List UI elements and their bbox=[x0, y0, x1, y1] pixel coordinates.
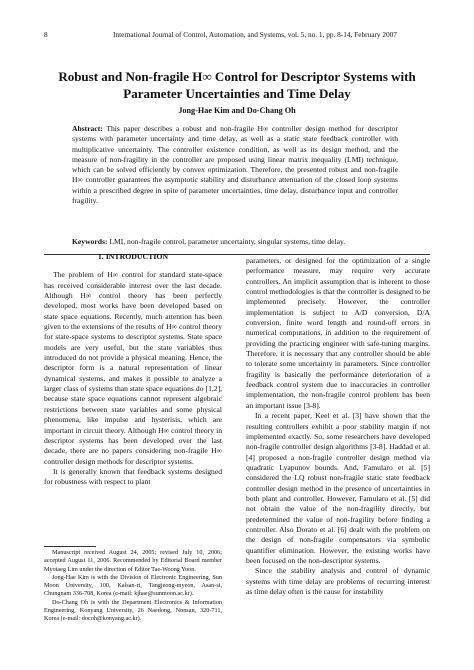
page-number: 8 bbox=[44, 30, 48, 39]
title-line-2: Parameter Uncertainties and Time Delay bbox=[123, 86, 351, 101]
paragraph: parameters, or designed for the optimization of a single performance measure, may require very accurate controllers. An implicit assumption that is inherent to those control methodologies is that the controller is designed to be implemented precisely. However, the controller implementation is subject to A/D conversion, D/A conversion, finite word length and round-off errors in numerical computations, in addition to the requirement of providing the practicing engineer with safe-tuning margins. Therefore, it is necessary that any controller should be able to tolerate some uncertainty in parameters. Since controller fragility is basically the performance deterioration of a feedback control system due to inaccuracies in controller implementation, the non-fragile control problem has been an important issue [3-8]. bbox=[246, 256, 430, 410]
footnotes bbox=[44, 549, 222, 624]
abstract bbox=[72, 124, 398, 206]
footnote-divider bbox=[44, 546, 96, 547]
section-heading: 1. INTRODUCTION bbox=[97, 252, 169, 261]
right-column bbox=[246, 256, 430, 597]
footnote-author-1: Jong-Hae Kim is with the Division of Electronic Engineering, Sun Moon University, 100, Kalsan-ri, Tangjeong-myeon, Asan-si, Chungnam 336-708, Korea (e-mail: kjhae@sunmoon.ac.kr). bbox=[44, 573, 222, 598]
paragraph: Since the stability analysis and control of dynamic systems with time delay are problems of recurring interest as time delay often is the cause for instability bbox=[246, 566, 430, 596]
author-list: Jong-Hae Kim and Do-Chang Oh bbox=[178, 106, 296, 115]
title-line-1: Robust and Non-fragile H∞ Control for Descriptor Systems with bbox=[58, 69, 416, 84]
keywords-label: Keywords: bbox=[72, 237, 108, 246]
paragraph: The problem of H∞ control for standard state-space has received considerable interest over the last decade. Although H∞ control theory has been perfectly developed, most works have been developed based on state space equations. Recently, much attention has been given to the extensions of the results of H∞ control theory for state-space systems to descriptor systems. State space models are very useful, but the state variables thus introduced do not provide a physical meaning. Hence, the descriptor form is a natural representation of linear dynamical systems, and makes it possible to analyze a larger class of systems than state space equations do [1,2], because state space equations cannot represent algebraic restrictions between state variables and some physical phenomena, like impulse and hysterisis, which are important in circuit theory. Although H∞ control theory in descriptor systems has been developed over the last decade, there are no papers considering non-fragile H∞ controller design methods for descriptor systems. bbox=[44, 270, 222, 466]
paragraph: In a recent paper, Keel et al. [3] have shown that the resulting controllers exhibit a poor stability margin if not implemented exactly. So, some researchers have developed non-fragile controller design algorithms [3-8]. Haddad et al. [4] proposed a non-fragile controller design method via quadratic Lyapunov bounds. And, Famularo et al. [5] considered the LQ robust non-fragile static state feedback controller design method in the presence of uncertainties in both plant and controller. However, Famularo et al. [5] did not obtain the value of the non-fragility directly, but predetermined the value of non-fragility before finding a controller. Also Dorato et al. [6] dealt with the problem on the design of non-fragile compensators via symbolic quantifier elimination. However, the existing works have been focused on the non-descriptor systems. bbox=[246, 411, 430, 565]
abstract-label: Abstract: bbox=[72, 124, 103, 133]
keywords-text: LMI, non-fragile control, parameter uncertainty, singular systems, time delay. bbox=[109, 237, 346, 246]
paragraph: It is generally known that feedback systems designed for robustness with respect to plant bbox=[44, 466, 222, 487]
footnote-manuscript: Manuscript received August 24, 2005; revised July 10, 2006; accepted August 11, 2006. Recommended by Editorial Board member Myotaeg Lim under the direction of Editor Tae-Woong Yoon. bbox=[44, 549, 222, 573]
paper-title bbox=[40, 68, 434, 102]
footnote-author-2: Do-Chang Oh is with the Department Electronics & Information Engineering, Konyang University, 26 Naedong, Nonsan, 320-711, Korea (e-mail: docoh@konyang.ac.kr). bbox=[44, 598, 222, 623]
keywords bbox=[72, 237, 398, 247]
left-column bbox=[44, 252, 222, 488]
abstract-text: This paper describes a robust and non-fragile H∞ controller design method for descriptor systems with parameter uncertainty and time delay, as well as a static state feedback controller with multiplicative uncertainty. The controller existence condition, as well as its design method, and the measure of non-fragility in the controller are proposed using linear matrix inequality (LMI) technique, which can be solved efficiently by convex optimization. Therefore, the presented robust and non-fragile H∞ controller guarantees the asymptotic stability and disturbance attenuation of the closed loop systems within a prescribed degree in spite of parameter uncertainties, time delay, disturbance input and controller fragility. bbox=[72, 124, 398, 206]
journal-header: International Journal of Control, Automation, and Systems, vol. 5, no. 1, pp. 8-14, February 2007 bbox=[113, 30, 397, 39]
